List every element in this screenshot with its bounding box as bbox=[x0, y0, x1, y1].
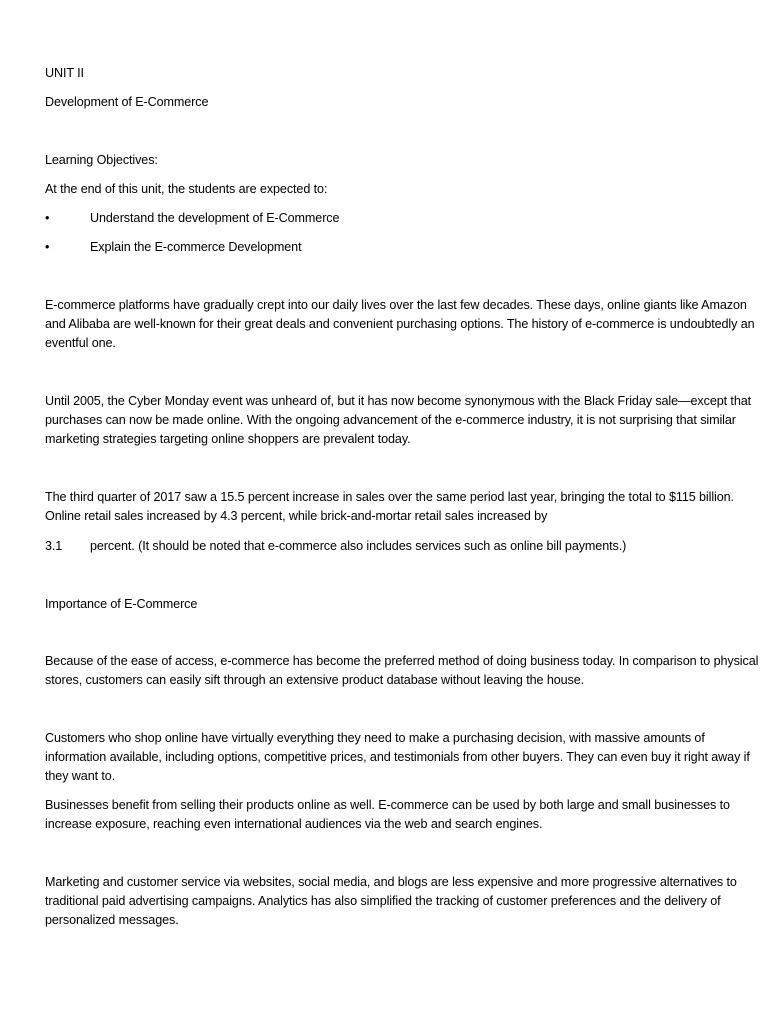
objective-item: Explain the E-commerce Development bbox=[90, 240, 302, 254]
sales-stats-continuation: percent. (It should be noted that e-commerce also includes services such as online bill payments.) bbox=[90, 539, 627, 553]
unit-label: UNIT II bbox=[45, 66, 84, 80]
paragraph-customer-info: Customers who shop online have virtually everything they need to make a purchasing decision, with massive amounts of information available, including options, competitive prices, and testimonials from other buyers. They can even buy it right away if they want to. bbox=[45, 731, 750, 784]
sales-stats-number: 3.1 bbox=[45, 539, 63, 553]
paragraph-business-benefit: Businesses benefit from selling their products online as well. E-commerce can be used by both large and small businesses to increase exposure, reaching even international audiences via the web and search engines. bbox=[45, 798, 730, 832]
paragraph-sales-stats: The third quarter of 2017 saw a 15.5 percent increase in sales over the same period last year, bringing the total to $115 billion. Online retail sales increased by 4.3 percent, while brick-and-mortar retail sales increased by bbox=[45, 490, 734, 524]
paragraph-marketing: Marketing and customer service via websites, social media, and blogs are less expensive and more progressive alternatives to traditional paid advertising campaigns. Analytics has also simplified the tracking of customer preferences and the delivery of personalized messages. bbox=[45, 875, 737, 928]
objective-item: Understand the development of E-Commerce bbox=[90, 211, 340, 225]
paragraph-ecommerce-intro: E-commerce platforms have gradually crept into our daily lives over the last few decades. These days, online giants like Amazon and Alibaba are well-known for their great deals and convenient purchasing options. The history of e-commerce is undoubtedly an eventful one. bbox=[45, 298, 755, 351]
bullet-icon: • bbox=[45, 211, 50, 225]
objectives-intro: At the end of this unit, the students are expected to: bbox=[45, 182, 328, 196]
objectives-heading: Learning Objectives: bbox=[45, 153, 158, 167]
paragraph-ease-of-access: Because of the ease of access, e-commerce has become the preferred method of doing business today. In comparison to physical stores, customers can easily sift through an extensive product database without leaving the house. bbox=[45, 654, 759, 688]
importance-heading: Importance of E-Commerce bbox=[45, 597, 198, 611]
bullet-icon: • bbox=[45, 240, 50, 254]
paragraph-cyber-monday: Until 2005, the Cyber Monday event was unheard of, but it has now become synonymous with the Black Friday sale—except that purchases can now be made online. With the ongoing advancement of the e-commerce industry, it is not surprising that similar marketing strategies targeting online shoppers are prevalent today. bbox=[45, 394, 752, 447]
unit-title: Development of E-Commerce bbox=[45, 95, 209, 109]
